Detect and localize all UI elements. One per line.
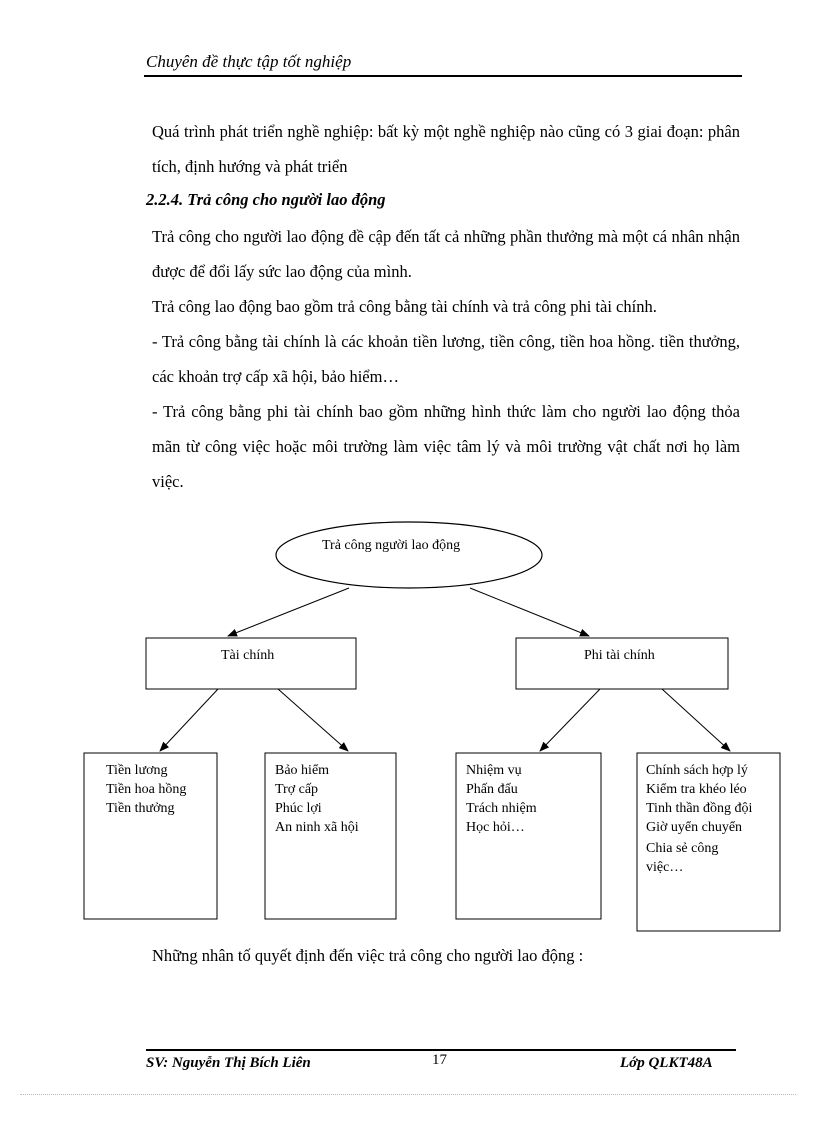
arrow-nonfinancial-to-box3 <box>540 689 600 751</box>
footer-student-name: SV: Nguyễn Thị Bích Liên <box>146 1055 311 1071</box>
paragraph-nonfinancial-compensation: - Trả công bằng phi tài chính bao gồm những hình thức làm cho người lao động thỏa mãn từ công việc hoặc môi trường làm việc tâm lý và môi trường vật chất nơi họ làm việc. <box>152 402 740 491</box>
box1-line-3: Tiền thưởng <box>106 801 175 816</box>
footer-rule <box>146 1049 736 1051</box>
nonfinancial-label: Phi tài chính <box>584 648 655 663</box>
box2-line-4: An ninh xã hội <box>275 820 359 835</box>
nonfinancial-box <box>516 638 728 689</box>
financial-box <box>146 638 356 689</box>
paragraph-financial-compensation: - Trả công bằng tài chính là các khoản tiền lương, tiền công, tiền hoa hồng. tiền thưởng, các khoản trợ cấp xã hội, bảo hiểm… <box>152 332 740 386</box>
root-ellipse <box>276 522 542 588</box>
page-bottom-border <box>20 1094 796 1095</box>
document-title: Chuyên đề thực tập tốt nghiệp <box>146 52 352 71</box>
box2-line-2: Trợ cấp <box>275 782 319 797</box>
box4-line-6: việc… <box>646 860 684 875</box>
box1-line-2: Tiền hoa hồng <box>106 782 187 797</box>
arrow-financial-to-box2 <box>278 689 348 751</box>
paragraph-determining-factors: Những nhân tố quyết định đến việc trả công cho người lao động : <box>152 946 584 965</box>
arrow-root-to-financial <box>228 588 349 636</box>
financial-label: Tài chính <box>221 648 275 663</box>
arrow-financial-to-box1 <box>160 689 218 751</box>
box4-line-5: Chia sẻ công <box>646 841 719 856</box>
box2-line-3: Phúc lợi <box>275 801 322 816</box>
footer-class: Lớp QLKT48A <box>620 1055 713 1071</box>
page-number: 17 <box>432 1052 447 1068</box>
box4-line-1: Chính sách hợp lý <box>646 763 748 778</box>
box4-line-3: Tinh thần đồng đội <box>646 801 753 816</box>
section-heading: 2.2.4. Trả công cho người lao động <box>146 190 386 209</box>
root-label: Trả công người lao động <box>322 538 461 553</box>
box3-line-1: Nhiệm vụ <box>466 763 522 778</box>
box3-line-4: Học hỏi… <box>466 820 525 835</box>
box2-line-1: Bảo hiểm <box>275 763 330 778</box>
arrow-nonfinancial-to-box4 <box>662 689 730 751</box>
box3-line-2: Phấn đấu <box>466 782 518 797</box>
box3-line-3: Trách nhiệm <box>466 801 537 816</box>
paragraph-compensation-definition: Trả công cho người lao động đề cập đến tất cả những phần thưởng mà một cá nhân nhận được để đổi lấy sức lao động của mình. <box>152 227 740 281</box>
arrow-root-to-nonfinancial <box>470 588 589 636</box>
paragraph-career-development: Quá trình phát triển nghề nghiệp: bất kỳ một nghề nghiệp nào cũng có 3 giai đoạn: phân tích, định hướng và phát triển <box>152 122 740 176</box>
box1-line-1: Tiền lương <box>106 763 168 778</box>
box4-line-2: Kiểm tra khéo léo <box>646 782 747 797</box>
box4-line-4: Giờ uyển chuyển <box>646 820 743 835</box>
paragraph-compensation-types: Trả công lao động bao gồm trả công bằng tài chính và trả công phi tài chính. <box>152 297 657 316</box>
